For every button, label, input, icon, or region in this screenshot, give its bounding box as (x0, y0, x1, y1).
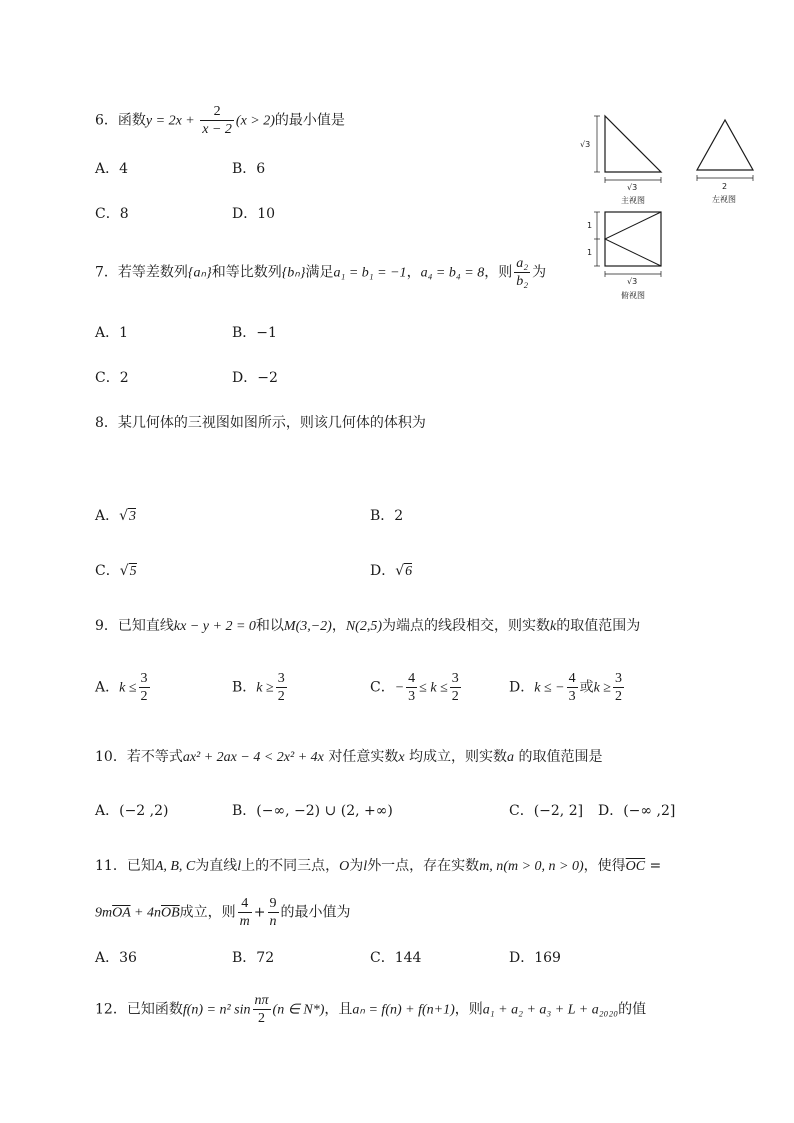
q8-stem: 8．某几何体的三视图如图所示，则该几何体的体积为 (95, 415, 426, 431)
q8-option-d: D．√6 (370, 563, 413, 579)
q9-option-b (232, 670, 289, 705)
q6-stem (95, 103, 345, 138)
q10-mid: 对任意实数 (323, 749, 399, 765)
q6-frac-den: x − 2 (202, 122, 232, 137)
q10-option-b: B．(−∞, −2) ∪ (2, +∞) (232, 803, 393, 819)
q6-option-d: D．10 (232, 206, 276, 222)
q9-a-num: 3 (140, 671, 148, 686)
q11-plus: + (253, 904, 266, 921)
q11-l: l (237, 859, 242, 874)
q9-b-fraction (276, 670, 287, 705)
q6-fraction (200, 103, 234, 138)
q11-cond: (m > 0, n > 0) (503, 859, 584, 874)
q7-bn: {bₙ} (281, 265, 306, 281)
q11-expr1: 9m (95, 905, 113, 921)
top-view (587, 212, 661, 300)
q9-a-fraction (139, 670, 150, 705)
q12-sum: a₁ + a₂ + a₃ + L + a₂₀₂₀ (482, 1002, 619, 1018)
q10-option-a: A．(−2 ,2) (95, 803, 169, 819)
side-view-label: 左视图 (712, 195, 736, 204)
q7-an: {aₙ} (187, 265, 212, 281)
q9-d-or: 或 (579, 679, 594, 696)
q6-prefix: 6．函数 (95, 112, 146, 129)
q7-option-b: B．−1 (232, 325, 277, 341)
q8-option-c: C．√5 (95, 563, 137, 579)
q9-b-num: 3 (277, 671, 285, 686)
q11-frac1-den: m (239, 914, 250, 929)
q9-prefix: 9．已知直线 (95, 618, 174, 634)
q9-comma: ， (331, 618, 346, 634)
q9-c-fraction1 (406, 670, 417, 705)
q7-option-c: C．2 (95, 370, 129, 386)
top-width-label: √3 (627, 277, 638, 286)
q12-mid2: ，则 (454, 1001, 483, 1018)
q9-d-k2: k ≥ (593, 680, 611, 696)
q9-d-fraction1 (567, 670, 578, 705)
top-height2-label: 1 (587, 248, 593, 257)
q7-stem (95, 255, 546, 290)
q9-c-fraction2 (450, 670, 461, 705)
q9-d-den1: 3 (568, 689, 576, 704)
q11-mn: m, n (479, 859, 504, 874)
q8-c-label: C． (95, 563, 120, 579)
q7-eq1: a₁ = b₁ = −1 (333, 265, 407, 281)
q6-option-a: A．4 (95, 161, 129, 177)
q11-frac1-num: 4 (238, 895, 252, 913)
q9-stem (95, 615, 640, 635)
q7-frac-num: a₂ (516, 256, 529, 271)
q8-a-radicand: 3 (129, 509, 137, 524)
q9-point-n: N(2,5) (345, 619, 383, 634)
q11-eq: = (645, 858, 662, 874)
q9-option-d (509, 670, 626, 705)
q11-mid6: 成立，则 (179, 904, 236, 921)
top-height1-label: 1 (587, 221, 593, 230)
q9-c-den2: 2 (451, 689, 459, 704)
q9-c-label: C． (370, 679, 395, 696)
q9-c-num2: 3 (451, 671, 459, 686)
q11-stem-line2 (95, 895, 351, 930)
top-view-rect (605, 212, 661, 266)
q7-frac-den: b₂ (516, 274, 529, 289)
q11-vector-oc: $\overline{OC}$ (625, 859, 646, 874)
q12-fraction (253, 992, 271, 1027)
q12-an: aₙ = f(n) + f(n+1) (352, 1002, 455, 1018)
q9-a-ineq: k ≤ (119, 680, 137, 696)
q9-d-fraction2 (613, 670, 624, 705)
q11-prefix: 11．已知 (95, 858, 155, 874)
q9-b-label: B． (232, 679, 257, 696)
q12-suffix: 的值 (618, 1001, 647, 1018)
side-view (697, 120, 753, 204)
q11-plus-4n: + 4n (130, 905, 161, 921)
front-view-triangle (605, 116, 661, 172)
q6-cond: (x > 2) (235, 113, 275, 129)
q10-ineq: ax² + 2ax − 4 < 2x² + 4x (182, 750, 324, 765)
q9-c-num1: 4 (408, 671, 416, 686)
q9-a-den: 2 (140, 689, 148, 704)
side-width-label: 2 (722, 182, 728, 191)
q9-d-label: D． (509, 679, 535, 696)
q12-prefix: 12．已知函数 (95, 1001, 183, 1018)
q12-frac-den: 2 (258, 1011, 266, 1026)
q7-option-a: A．1 (95, 325, 129, 341)
q10-stem (95, 746, 602, 766)
q12-cond: (n ∈ N*) (272, 1002, 325, 1018)
q11-frac2-num: 9 (269, 896, 277, 911)
front-view (580, 116, 661, 205)
q11-l2: l (363, 859, 368, 874)
q8-c-radicand: 5 (129, 564, 137, 579)
q11-stem-line1 (95, 855, 661, 875)
q6-frac-num: 2 (200, 103, 234, 121)
q11-mid4: 外一点，存在实数 (367, 858, 480, 874)
q9-b-den: 2 (277, 689, 285, 704)
q9-suffix: 为端点的线段相交，则实数 (382, 618, 551, 634)
q6-option-c: C．8 (95, 206, 129, 222)
q8-option-a: A．√3 (95, 508, 137, 524)
front-view-label: 主视图 (621, 196, 645, 205)
top-view-triangle (605, 212, 661, 266)
q7-fraction (514, 255, 530, 290)
q7-prefix: 7．若等差数列 (95, 264, 188, 281)
q7-eq2: a₄ = b₄ = 8 (420, 265, 485, 281)
q7-mid3: ，则 (484, 264, 513, 281)
q7-mid2: 满足 (305, 264, 334, 281)
q11-option-a: A．36 (95, 950, 137, 966)
q9-option-a (95, 670, 152, 705)
q11-abc: A, B, C (154, 859, 196, 874)
q9-b-ineq: k ≥ (256, 680, 274, 696)
q11-mid: 为直线 (195, 858, 238, 874)
q9-point-m: M(3,−2) (283, 619, 332, 634)
q11-suffix: 的最小值为 (280, 904, 351, 921)
q10-suffix: 的取值范围是 (514, 749, 603, 765)
q11-vector-ob: $\overline{OB}$ (161, 905, 180, 921)
three-view-figure (575, 108, 775, 308)
q9-d-k1: k ≤ − (534, 680, 565, 696)
q11-vector-oa: $\overline{OA}$ (112, 905, 131, 921)
q10-option-c: C．(−2, 2] (509, 803, 584, 819)
q11-option-d: D．169 (509, 950, 561, 966)
q10-mid2: 均成立，则实数 (404, 749, 507, 765)
q9-a-label: A． (95, 679, 120, 696)
q7-suffix: 为 (532, 264, 547, 281)
q12-function: f(n) = n² sin (182, 1002, 251, 1018)
q10-prefix: 10．若不等式 (95, 749, 183, 765)
q9-d-den2: 2 (615, 689, 622, 704)
q12-stem (95, 992, 646, 1027)
q8-d-label: D． (370, 563, 396, 579)
q11-mid5: ，使得 (583, 858, 626, 874)
q12-frac-num: nπ (254, 993, 269, 1008)
q6-suffix: 的最小值是 (274, 112, 345, 129)
q9-k: k (550, 619, 557, 634)
q11-mid2: 上的不同三点， (241, 858, 340, 874)
front-height-label: √3 (580, 140, 591, 149)
q10-a: a (507, 750, 514, 765)
q9-option-c (370, 670, 463, 705)
q10-x: x (398, 750, 405, 765)
q11-frac2-den: n (269, 914, 277, 929)
q9-line-eq: kx − y + 2 = 0 (173, 619, 256, 634)
q8-d-radicand: 6 (405, 564, 413, 579)
q7-option-d: D．−2 (232, 370, 278, 386)
q12-mid: ，且 (324, 1001, 353, 1018)
q9-c-neg: − (394, 680, 405, 696)
q6-expr: y = 2x + (145, 113, 199, 129)
q11-option-c: C．144 (370, 950, 422, 966)
front-width-label: √3 (627, 183, 638, 192)
q9-suffix2: 的取值范围为 (556, 618, 641, 634)
q8-option-b: B．2 (370, 508, 404, 524)
q9-d-num1: 4 (568, 671, 576, 686)
q10-option-d: D．(−∞ ,2] (598, 803, 676, 819)
q11-o: O (339, 859, 350, 874)
q9-c-mid: ≤ k ≤ (419, 680, 448, 696)
top-view-label: 俯视图 (621, 291, 645, 300)
q11-option-b: B．72 (232, 950, 275, 966)
q11-fraction1 (238, 895, 252, 930)
q11-mid3: 为 (349, 858, 364, 874)
q7-mid1: 和等比数列 (211, 264, 282, 281)
q9-c-den1: 3 (408, 689, 416, 704)
q6-option-b: B．6 (232, 161, 266, 177)
q9-d-num2: 3 (615, 671, 622, 686)
q7-comma: ， (406, 264, 421, 281)
side-view-triangle (697, 120, 753, 170)
q9-mid1: 和以 (255, 618, 284, 634)
q11-fraction2 (268, 895, 279, 930)
q8-a-label: A． (95, 508, 120, 524)
